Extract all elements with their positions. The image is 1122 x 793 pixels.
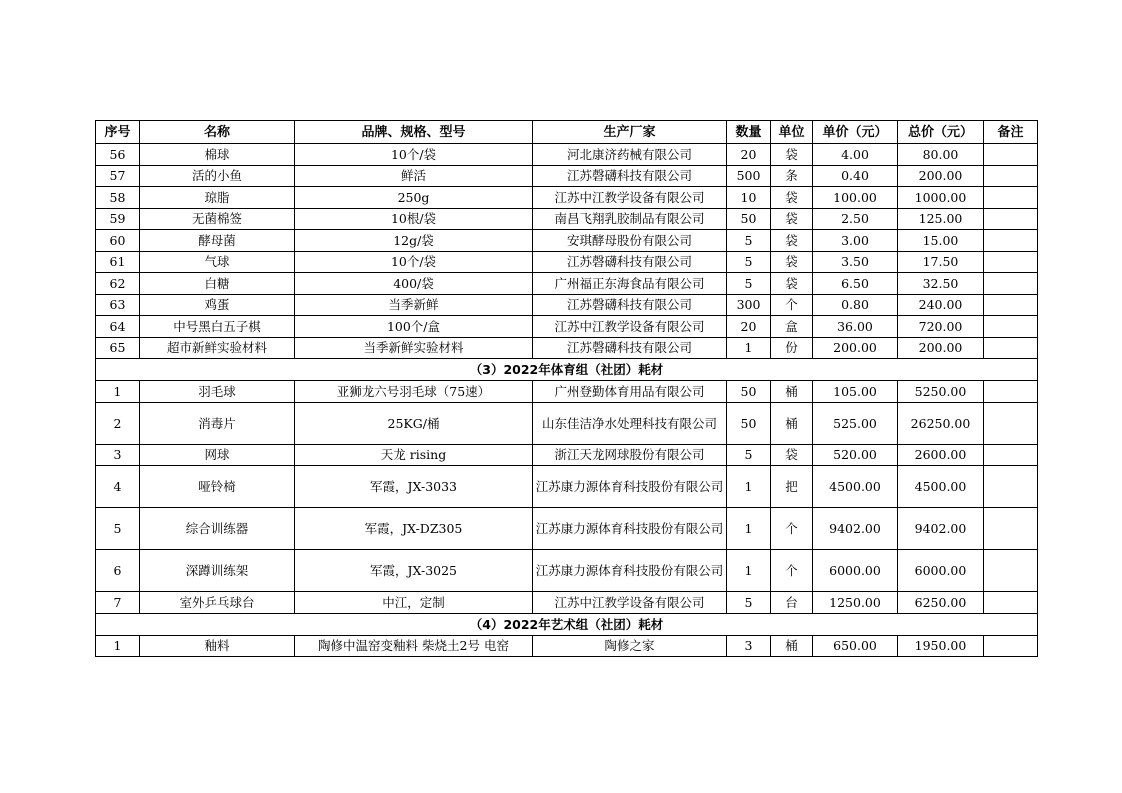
cell-no: 1 [96, 635, 140, 657]
cell-name: 深蹲训练架 [140, 550, 295, 592]
cell-maker: 江苏中江教学设备有限公司 [533, 592, 727, 614]
cell-total: 32.50 [898, 273, 984, 295]
cell-note [984, 592, 1038, 614]
cell-maker: 江苏中江教学设备有限公司 [533, 187, 727, 209]
cell-unit: 袋 [771, 144, 813, 166]
table-row [96, 550, 1038, 592]
cell-qty: 50 [727, 381, 771, 403]
cell-price: 6000.00 [813, 550, 898, 592]
cell-note [984, 208, 1038, 230]
cell-qty: 1 [727, 337, 771, 359]
cell-maker: 江苏磬礴科技有限公司 [533, 165, 727, 187]
cell-total: 26250.00 [898, 402, 984, 444]
table-row [96, 337, 1038, 359]
cell-spec: 10根/袋 [295, 208, 533, 230]
table-row [96, 230, 1038, 252]
cell-name: 无菌棉签 [140, 208, 295, 230]
cell-maker: 江苏中江教学设备有限公司 [533, 316, 727, 338]
cell-spec: 当季新鲜实验材料 [295, 337, 533, 359]
cell-maker: 山东佳洁净水处理科技有限公司 [533, 402, 727, 444]
cell-price: 9402.00 [813, 508, 898, 550]
cell-maker: 江苏磬礴科技有限公司 [533, 251, 727, 273]
cell-total: 15.00 [898, 230, 984, 252]
cell-spec: 军霞，JX-3025 [295, 550, 533, 592]
cell-total: 1950.00 [898, 635, 984, 657]
cell-no: 65 [96, 337, 140, 359]
cell-maker: 浙江天龙网球股份有限公司 [533, 444, 727, 466]
cell-name: 活的小鱼 [140, 165, 295, 187]
cell-price: 36.00 [813, 316, 898, 338]
cell-note [984, 273, 1038, 295]
cell-price: 2.50 [813, 208, 898, 230]
table-row [96, 444, 1038, 466]
cell-spec: 25KG/桶 [295, 402, 533, 444]
table-row [96, 592, 1038, 614]
cell-maker: 安琪酵母股份有限公司 [533, 230, 727, 252]
table-row [96, 635, 1038, 657]
cell-note [984, 230, 1038, 252]
cell-unit: 袋 [771, 230, 813, 252]
header-qty: 数量 [727, 121, 771, 144]
cell-total: 240.00 [898, 294, 984, 316]
table-row [96, 508, 1038, 550]
cell-maker: 陶修之家 [533, 635, 727, 657]
cell-note [984, 402, 1038, 444]
cell-note [984, 316, 1038, 338]
table-row [96, 208, 1038, 230]
table-row [96, 381, 1038, 403]
header-total: 总价（元） [898, 121, 984, 144]
cell-total: 6000.00 [898, 550, 984, 592]
table-row [96, 144, 1038, 166]
cell-price: 0.40 [813, 165, 898, 187]
cell-price: 525.00 [813, 402, 898, 444]
cell-unit: 个 [771, 294, 813, 316]
cell-no: 60 [96, 230, 140, 252]
cell-total: 2600.00 [898, 444, 984, 466]
cell-maker: 江苏磬礴科技有限公司 [533, 337, 727, 359]
header-maker: 生产厂家 [533, 121, 727, 144]
cell-qty: 20 [727, 144, 771, 166]
cell-qty: 50 [727, 208, 771, 230]
cell-unit: 袋 [771, 444, 813, 466]
cell-qty: 300 [727, 294, 771, 316]
cell-maker: 广州登勤体育用品有限公司 [533, 381, 727, 403]
table-row [96, 251, 1038, 273]
cell-spec: 军霞，JX-DZ305 [295, 508, 533, 550]
cell-total: 6250.00 [898, 592, 984, 614]
cell-qty: 3 [727, 635, 771, 657]
cell-unit: 把 [771, 466, 813, 508]
cell-spec: 400/袋 [295, 273, 533, 295]
header-name: 名称 [140, 121, 295, 144]
cell-name: 中号黑白五子棋 [140, 316, 295, 338]
cell-no: 56 [96, 144, 140, 166]
cell-total: 9402.00 [898, 508, 984, 550]
cell-spec: 12g/袋 [295, 230, 533, 252]
cell-total: 4500.00 [898, 466, 984, 508]
cell-unit: 桶 [771, 402, 813, 444]
cell-note [984, 444, 1038, 466]
cell-qty: 1 [727, 508, 771, 550]
cell-note [984, 337, 1038, 359]
cell-note [984, 294, 1038, 316]
cell-maker: 江苏磬礴科技有限公司 [533, 294, 727, 316]
header-note: 备注 [984, 121, 1038, 144]
cell-note [984, 381, 1038, 403]
cell-note [984, 550, 1038, 592]
cell-maker: 南昌飞翔乳胶制品有限公司 [533, 208, 727, 230]
cell-spec: 10个/袋 [295, 251, 533, 273]
cell-qty: 500 [727, 165, 771, 187]
cell-qty: 1 [727, 550, 771, 592]
cell-name: 室外乒乓球台 [140, 592, 295, 614]
cell-no: 6 [96, 550, 140, 592]
cell-name: 气球 [140, 251, 295, 273]
cell-total: 1000.00 [898, 187, 984, 209]
cell-maker: 江苏康力源体育科技股份有限公司 [533, 550, 727, 592]
cell-qty: 5 [727, 444, 771, 466]
cell-no: 2 [96, 402, 140, 444]
cell-unit: 个 [771, 550, 813, 592]
cell-qty: 5 [727, 251, 771, 273]
cell-no: 61 [96, 251, 140, 273]
cell-unit: 桶 [771, 635, 813, 657]
cell-total: 200.00 [898, 337, 984, 359]
cell-name: 琼脂 [140, 187, 295, 209]
header-spec: 品牌、规格、型号 [295, 121, 533, 144]
cell-maker: 河北康济药械有限公司 [533, 144, 727, 166]
cell-name: 釉料 [140, 635, 295, 657]
cell-spec: 250g [295, 187, 533, 209]
cell-total: 80.00 [898, 144, 984, 166]
cell-qty: 5 [727, 273, 771, 295]
header-unit: 单位 [771, 121, 813, 144]
cell-total: 17.50 [898, 251, 984, 273]
cell-unit: 桶 [771, 381, 813, 403]
cell-qty: 50 [727, 402, 771, 444]
cell-note [984, 251, 1038, 273]
cell-no: 3 [96, 444, 140, 466]
cell-no: 5 [96, 508, 140, 550]
cell-spec: 中江，定制 [295, 592, 533, 614]
table-row [96, 187, 1038, 209]
cell-name: 综合训练器 [140, 508, 295, 550]
cell-no: 1 [96, 381, 140, 403]
cell-price: 650.00 [813, 635, 898, 657]
cell-no: 64 [96, 316, 140, 338]
cell-name: 白糖 [140, 273, 295, 295]
cell-total: 720.00 [898, 316, 984, 338]
cell-total: 5250.00 [898, 381, 984, 403]
cell-name: 网球 [140, 444, 295, 466]
cell-note [984, 187, 1038, 209]
header-no: 序号 [96, 121, 140, 144]
cell-name: 酵母菌 [140, 230, 295, 252]
cell-maker: 江苏康力源体育科技股份有限公司 [533, 508, 727, 550]
cell-qty: 20 [727, 316, 771, 338]
cell-unit: 盒 [771, 316, 813, 338]
cell-unit: 袋 [771, 251, 813, 273]
cell-price: 0.80 [813, 294, 898, 316]
cell-spec: 鲜活 [295, 165, 533, 187]
table-row [96, 165, 1038, 187]
cell-qty: 5 [727, 230, 771, 252]
cell-note [984, 165, 1038, 187]
cell-price: 1250.00 [813, 592, 898, 614]
cell-spec: 军霞，JX-3033 [295, 466, 533, 508]
cell-maker: 广州福正东海食品有限公司 [533, 273, 727, 295]
cell-price: 3.00 [813, 230, 898, 252]
cell-qty: 1 [727, 466, 771, 508]
cell-note [984, 144, 1038, 166]
table-row [96, 466, 1038, 508]
cell-unit: 台 [771, 592, 813, 614]
cell-no: 4 [96, 466, 140, 508]
cell-no: 59 [96, 208, 140, 230]
cell-name: 哑铃椅 [140, 466, 295, 508]
cell-price: 3.50 [813, 251, 898, 273]
cell-price: 200.00 [813, 337, 898, 359]
section-title-art: （4）2022年艺术组（社团）耗材 [96, 613, 1038, 635]
cell-unit: 个 [771, 508, 813, 550]
cell-unit: 袋 [771, 208, 813, 230]
cell-spec: 陶修中温窑变釉料 柴烧土2号 电窑 [295, 635, 533, 657]
cell-price: 4500.00 [813, 466, 898, 508]
cell-unit: 袋 [771, 273, 813, 295]
cell-name: 消毒片 [140, 402, 295, 444]
table-row [96, 402, 1038, 444]
cell-unit: 条 [771, 165, 813, 187]
cell-spec: 亚狮龙六号羽毛球（75速） [295, 381, 533, 403]
cell-no: 7 [96, 592, 140, 614]
cell-spec: 100个/盒 [295, 316, 533, 338]
header-price: 单价（元） [813, 121, 898, 144]
cell-no: 62 [96, 273, 140, 295]
header-row [96, 121, 1038, 144]
cell-total: 200.00 [898, 165, 984, 187]
cell-price: 520.00 [813, 444, 898, 466]
cell-name: 超市新鲜实验材料 [140, 337, 295, 359]
cell-unit: 袋 [771, 187, 813, 209]
cell-no: 63 [96, 294, 140, 316]
section-row-art [96, 613, 1038, 635]
cell-qty: 10 [727, 187, 771, 209]
table-row [96, 316, 1038, 338]
cell-name: 羽毛球 [140, 381, 295, 403]
cell-price: 105.00 [813, 381, 898, 403]
cell-note [984, 508, 1038, 550]
cell-name: 棉球 [140, 144, 295, 166]
cell-total: 125.00 [898, 208, 984, 230]
section-row-sports [96, 359, 1038, 381]
section-title-sports: （3）2022年体育组（社团）耗材 [96, 359, 1038, 381]
cell-qty: 5 [727, 592, 771, 614]
cell-note [984, 635, 1038, 657]
cell-price: 6.50 [813, 273, 898, 295]
table-row [96, 294, 1038, 316]
cell-spec: 天龙 rising [295, 444, 533, 466]
cell-spec: 当季新鲜 [295, 294, 533, 316]
cell-no: 58 [96, 187, 140, 209]
materials-table [95, 120, 1038, 657]
cell-no: 57 [96, 165, 140, 187]
cell-note [984, 466, 1038, 508]
cell-spec: 10个/袋 [295, 144, 533, 166]
table-row [96, 273, 1038, 295]
cell-maker: 江苏康力源体育科技股份有限公司 [533, 466, 727, 508]
cell-price: 100.00 [813, 187, 898, 209]
cell-unit: 份 [771, 337, 813, 359]
cell-name: 鸡蛋 [140, 294, 295, 316]
cell-price: 4.00 [813, 144, 898, 166]
